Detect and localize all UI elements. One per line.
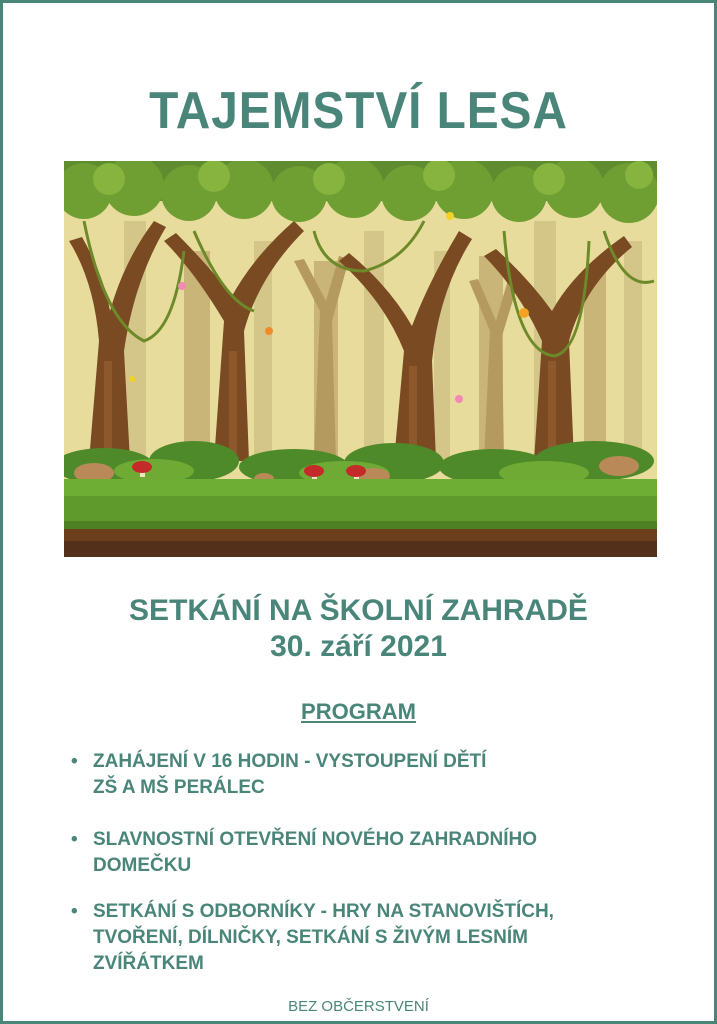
program-item-line: ZAHÁJENÍ V 16 HODIN - VYSTOUPENÍ DĚTÍ	[93, 751, 487, 772]
program-item-line: SETKÁNÍ S ODBORNÍKY - HRY NA STANOVIŠTÍCH,	[93, 901, 554, 922]
program-item	[69, 749, 669, 801]
forest-illustration	[64, 161, 657, 557]
poster-title: TAJEMSTVÍ LESA	[149, 82, 568, 140]
program-list	[69, 749, 669, 977]
program-item-line: SLAVNOSTNÍ OTEVŘENÍ NOVÉHO ZAHRADNÍHO	[93, 829, 538, 850]
event-subtitle: SETKÁNÍ NA ŠKOLNÍ ZAHRADĚ	[129, 594, 588, 627]
footer-note: BEZ OBČERSTVENÍ	[288, 998, 429, 1015]
program-item	[69, 827, 669, 879]
program-item-line: DOMEČKU	[93, 855, 192, 876]
bullet-icon: •	[71, 901, 78, 922]
program-item-line: ZŠ A MŠ PERÁLEC	[93, 777, 265, 798]
program-heading: PROGRAM	[301, 699, 416, 724]
program-item-line: ZVÍŘÁTKEM	[93, 953, 204, 974]
event-date: 30. září 2021	[270, 630, 447, 663]
program-item-line: TVOŘENÍ, DÍLNIČKY, SETKÁNÍ S ŽIVÝM LESNÍM	[93, 927, 528, 948]
bullet-icon: •	[71, 751, 78, 772]
bullet-icon: •	[71, 829, 78, 850]
program-item	[69, 899, 669, 977]
